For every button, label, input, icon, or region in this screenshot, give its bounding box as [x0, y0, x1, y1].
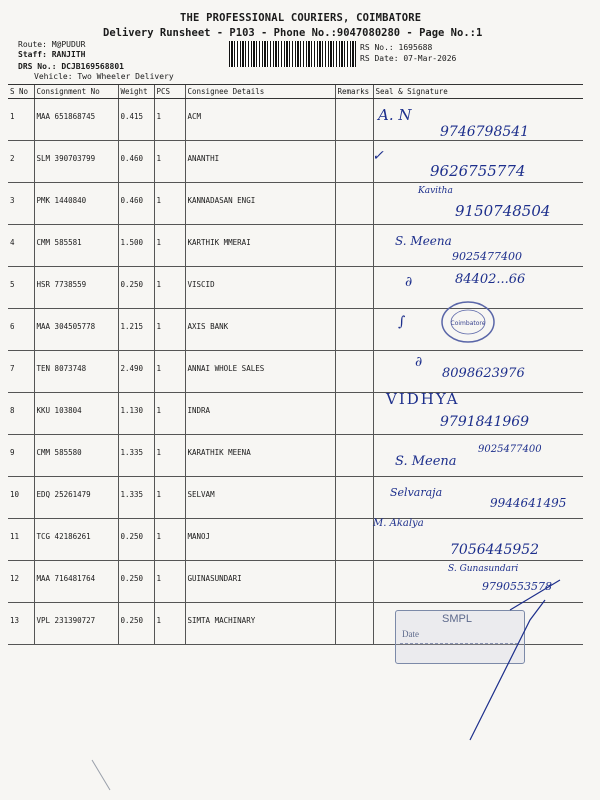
rs-date: 07-Mar-2026: [403, 54, 457, 63]
cell-pcs: 1: [154, 267, 185, 309]
col-remarks: Remarks: [335, 85, 373, 99]
cell-sno: 11: [8, 519, 34, 561]
cell-sno: 13: [8, 603, 34, 645]
cell-consignee: KANNADASAN ENGI: [185, 183, 335, 225]
drs-line: DRS No.: DCJB169568801: [18, 62, 124, 71]
cell-consignee: MANOJ: [185, 519, 335, 561]
vehicle-value: Two Wheeler Delivery: [77, 72, 174, 81]
phone-9: 9025477400: [478, 444, 542, 455]
signature-5-mark: ∂: [405, 274, 413, 290]
signature-12: S. Gunasundari: [448, 564, 519, 574]
stamp-smpl-label: SMPL: [442, 613, 472, 625]
cell-weight: 0.250: [118, 267, 154, 309]
cell-sno: 8: [8, 393, 34, 435]
route-line: Route: M@PUDUR: [18, 40, 86, 49]
signature-6-mark: ∫: [398, 314, 406, 330]
phone-2: 9626755774: [430, 162, 526, 180]
cell-consignment: MAA 716481764: [34, 561, 118, 603]
cell-weight: 1.130: [118, 393, 154, 435]
cell-consignee: INDRA: [185, 393, 335, 435]
cell-consignee: ANANTHI: [185, 141, 335, 183]
cell-consignee: ANNAI WHOLE SALES: [185, 351, 335, 393]
drs-value: DCJB169568801: [61, 62, 124, 71]
col-consignee: Consignee Details: [185, 85, 335, 99]
runsheet-subtitle: Delivery Runsheet - P103 - Phone No.:9047080280 - Page No.:1: [103, 27, 483, 39]
signature-2-mark: ✓: [372, 148, 384, 164]
cell-consignment: MAA 304505778: [34, 309, 118, 351]
cell-consignee: SELVAM: [185, 477, 335, 519]
cell-weight: 2.490: [118, 351, 154, 393]
cell-weight: 0.250: [118, 561, 154, 603]
cell-consignee: KARATHIK MEENA: [185, 435, 335, 477]
cell-consignee: GUINASUNDARI: [185, 561, 335, 603]
cell-consignment: SLM 390703799: [34, 141, 118, 183]
cell-weight: 1.335: [118, 435, 154, 477]
cell-sno: 6: [8, 309, 34, 351]
signature-4: S. Meena: [395, 234, 452, 248]
signature-10: Selvaraja: [390, 486, 443, 499]
cell-sno: 5: [8, 267, 34, 309]
cell-weight: 0.415: [118, 99, 154, 141]
phone-1: 9746798541: [440, 124, 530, 140]
phone-3: 9150748504: [455, 202, 551, 220]
cell-sno: 12: [8, 561, 34, 603]
cell-consignee: SIMTA MACHINARY: [185, 603, 335, 645]
cell-weight: 1.215: [118, 309, 154, 351]
cell-sno: 7: [8, 351, 34, 393]
phone-12: 9790553578: [482, 580, 552, 593]
staff-line: Staff: RANJITH: [18, 50, 86, 59]
cell-sno: 10: [8, 477, 34, 519]
cell-pcs: 1: [154, 435, 185, 477]
col-sno: S No: [8, 85, 34, 99]
cell-pcs: 1: [154, 141, 185, 183]
cell-consignment: TCG 42186261: [34, 519, 118, 561]
staff-value: RANJITH: [51, 50, 86, 59]
vehicle-line: Vehicle: Two Wheeler Delivery: [34, 72, 174, 81]
cell-pcs: 1: [154, 393, 185, 435]
cell-sno: 4: [8, 225, 34, 267]
phone-5: 84402...66: [455, 272, 526, 287]
cell-consignee: ACM: [185, 99, 335, 141]
cell-consignment: EDQ 25261479: [34, 477, 118, 519]
col-seal-signature: Seal & Signature: [373, 85, 583, 99]
phone-7: 8098623976: [442, 366, 525, 381]
cell-weight: 1.500: [118, 225, 154, 267]
cell-pcs: 1: [154, 561, 185, 603]
cell-consignment: CMM 585581: [34, 225, 118, 267]
phone-4: 9025477400: [452, 250, 522, 263]
cell-weight: 1.335: [118, 477, 154, 519]
cell-sno: 9: [8, 435, 34, 477]
cell-consignment: PMK 1440840: [34, 183, 118, 225]
cell-pcs: 1: [154, 477, 185, 519]
cell-consignment: KKU 103804: [34, 393, 118, 435]
route-value: M@PUDUR: [51, 40, 86, 49]
cell-consignee: KARTHIK MMERAI: [185, 225, 335, 267]
cell-sno: 1: [8, 99, 34, 141]
cell-consignment: HSR 7738559: [34, 267, 118, 309]
cell-pcs: 1: [154, 225, 185, 267]
cell-pcs: 1: [154, 99, 185, 141]
stamp-date-label: Date: [402, 629, 419, 639]
name-8: VIDHYA: [386, 390, 460, 408]
phone-11: 7056445952: [450, 542, 540, 558]
cell-consignment: VPL 231390727: [34, 603, 118, 645]
cell-consignee: VISCID: [185, 267, 335, 309]
cell-weight: 0.460: [118, 183, 154, 225]
signature-11: M. Akalya: [373, 518, 424, 529]
signature-7-mark: ∂: [415, 354, 423, 370]
col-weight: Weight: [118, 85, 154, 99]
cell-pcs: 1: [154, 309, 185, 351]
cell-weight: 0.250: [118, 603, 154, 645]
rs-no: 1695688: [398, 43, 433, 52]
cell-pcs: 1: [154, 183, 185, 225]
cell-consignee: AXIS BANK: [185, 309, 335, 351]
rs-info: RS No.: 1695688 RS Date: 07-Mar-2026: [360, 43, 457, 63]
phone-8: 9791841969: [440, 414, 530, 430]
col-consignment: Consignment No: [34, 85, 118, 99]
cell-sno: 3: [8, 183, 34, 225]
signature-1: A. N: [378, 106, 412, 124]
cell-weight: 0.250: [118, 519, 154, 561]
signature-9: S. Meena: [395, 454, 457, 469]
cell-consignment: TEN 8073748: [34, 351, 118, 393]
phone-10: 9944641495: [490, 496, 567, 510]
cell-pcs: 1: [154, 603, 185, 645]
cell-consignment: MAA 651868745: [34, 99, 118, 141]
cell-sno: 2: [8, 141, 34, 183]
cell-consignment: CMM 585580: [34, 435, 118, 477]
seal-text: Coimbatore: [450, 320, 486, 327]
cell-weight: 0.460: [118, 141, 154, 183]
cell-pcs: 1: [154, 351, 185, 393]
signature-3: Kavitha: [418, 186, 453, 196]
cell-pcs: 1: [154, 519, 185, 561]
company-title: THE PROFESSIONAL COURIERS, COIMBATORE: [180, 12, 422, 24]
col-pcs: PCS: [154, 85, 185, 99]
